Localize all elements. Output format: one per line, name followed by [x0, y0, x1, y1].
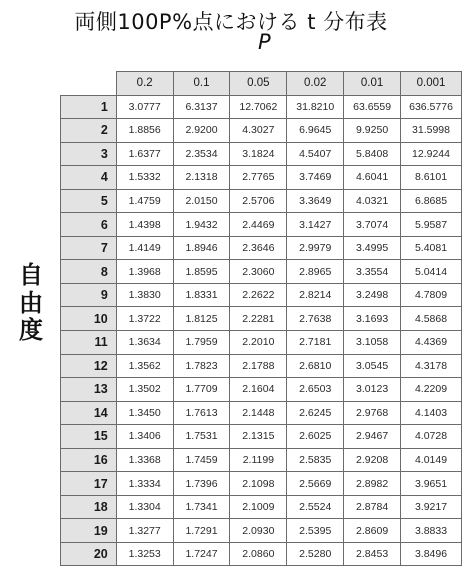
df-cell: 9 — [61, 283, 117, 307]
t-value-cell: 4.1403 — [401, 401, 462, 425]
t-value-cell: 2.4469 — [230, 213, 287, 237]
t-value-cell: 3.0545 — [344, 354, 401, 378]
t-value-cell: 1.3406 — [116, 425, 173, 449]
t-value-cell: 1.3450 — [116, 401, 173, 425]
t-value-cell: 1.7291 — [173, 519, 230, 543]
p-header-row — [61, 72, 462, 96]
t-value-cell: 1.6377 — [116, 142, 173, 166]
df-cell: 7 — [61, 236, 117, 260]
table-row — [61, 166, 462, 190]
t-value-cell: 2.6245 — [287, 401, 344, 425]
t-value-cell: 3.7074 — [344, 213, 401, 237]
df-cell: 14 — [61, 401, 117, 425]
t-value-cell: 1.4759 — [116, 189, 173, 213]
p-header-cell: 0.02 — [287, 72, 344, 96]
p-header-cell: 0.05 — [230, 72, 287, 96]
t-value-cell: 1.7247 — [173, 542, 230, 566]
t-value-cell: 9.9250 — [344, 119, 401, 143]
t-value-cell: 2.0150 — [173, 189, 230, 213]
table-body — [61, 95, 462, 566]
t-value-cell: 1.7959 — [173, 331, 230, 355]
t-value-cell: 2.7638 — [287, 307, 344, 331]
t-value-cell: 1.3334 — [116, 472, 173, 496]
t-value-cell: 1.7531 — [173, 425, 230, 449]
df-cell: 13 — [61, 378, 117, 402]
t-value-cell: 4.0728 — [401, 425, 462, 449]
table-row — [61, 260, 462, 284]
t-value-cell: 1.3253 — [116, 542, 173, 566]
t-value-cell: 1.7613 — [173, 401, 230, 425]
t-value-cell: 2.1788 — [230, 354, 287, 378]
t-value-cell: 12.9244 — [401, 142, 462, 166]
t-value-cell: 2.1098 — [230, 472, 287, 496]
t-value-cell: 2.8982 — [344, 472, 401, 496]
df-axis-label-char: 由 — [19, 288, 43, 317]
t-value-cell: 2.7181 — [287, 331, 344, 355]
t-value-cell: 3.1693 — [344, 307, 401, 331]
p-header-cell: 0.001 — [401, 72, 462, 96]
t-value-cell: 6.9645 — [287, 119, 344, 143]
t-value-cell: 1.5332 — [116, 166, 173, 190]
t-value-cell: 2.1315 — [230, 425, 287, 449]
t-value-cell: 31.5998 — [401, 119, 462, 143]
df-cell: 12 — [61, 354, 117, 378]
t-value-cell: 2.9467 — [344, 425, 401, 449]
table-row — [61, 119, 462, 143]
t-value-cell: 31.8210 — [287, 95, 344, 119]
t-value-cell: 3.4995 — [344, 236, 401, 260]
t-value-cell: 1.8946 — [173, 236, 230, 260]
table-row — [61, 495, 462, 519]
t-value-cell: 4.3178 — [401, 354, 462, 378]
table-row — [61, 236, 462, 260]
t-value-cell: 2.9208 — [344, 448, 401, 472]
table-row — [61, 142, 462, 166]
t-value-cell: 1.3562 — [116, 354, 173, 378]
t-value-cell: 3.0123 — [344, 378, 401, 402]
t-value-cell: 4.7809 — [401, 283, 462, 307]
df-cell: 3 — [61, 142, 117, 166]
t-value-cell: 2.8784 — [344, 495, 401, 519]
t-value-cell: 1.3634 — [116, 331, 173, 355]
table-row — [61, 283, 462, 307]
df-cell: 18 — [61, 495, 117, 519]
df-cell: 6 — [61, 213, 117, 237]
t-value-cell: 2.6810 — [287, 354, 344, 378]
table-row — [61, 448, 462, 472]
table-row — [61, 425, 462, 449]
df-cell: 4 — [61, 166, 117, 190]
table-row — [61, 189, 462, 213]
table-row — [61, 331, 462, 355]
t-value-cell: 1.8856 — [116, 119, 173, 143]
t-distribution-table — [60, 71, 462, 566]
t-value-cell: 2.3646 — [230, 236, 287, 260]
t-value-cell: 5.9587 — [401, 213, 462, 237]
t-value-cell: 2.1318 — [173, 166, 230, 190]
t-value-cell: 1.3502 — [116, 378, 173, 402]
df-cell: 5 — [61, 189, 117, 213]
t-value-cell: 3.3649 — [287, 189, 344, 213]
t-value-cell: 2.8214 — [287, 283, 344, 307]
df-cell: 1 — [61, 95, 117, 119]
t-value-cell: 2.2281 — [230, 307, 287, 331]
table-row — [61, 354, 462, 378]
df-axis-label-char: 自 — [19, 261, 43, 289]
t-value-cell: 2.5835 — [287, 448, 344, 472]
t-value-cell: 8.6101 — [401, 166, 462, 190]
t-value-cell: 2.1604 — [230, 378, 287, 402]
t-value-cell: 6.8685 — [401, 189, 462, 213]
t-value-cell: 4.0149 — [401, 448, 462, 472]
t-value-cell: 4.6041 — [344, 166, 401, 190]
table-row — [61, 95, 462, 119]
t-value-cell: 2.1199 — [230, 448, 287, 472]
t-value-cell: 5.4081 — [401, 236, 462, 260]
table-row — [61, 401, 462, 425]
df-cell: 19 — [61, 519, 117, 543]
t-value-cell: 1.7709 — [173, 378, 230, 402]
t-value-cell: 2.1009 — [230, 495, 287, 519]
df-cell: 20 — [61, 542, 117, 566]
t-value-cell: 5.0414 — [401, 260, 462, 284]
t-value-cell: 4.2209 — [401, 378, 462, 402]
t-value-cell: 2.2622 — [230, 283, 287, 307]
p-header-cell: 0.01 — [344, 72, 401, 96]
t-value-cell: 4.0321 — [344, 189, 401, 213]
table-row — [61, 472, 462, 496]
t-value-cell: 1.7823 — [173, 354, 230, 378]
t-value-cell: 3.9651 — [401, 472, 462, 496]
t-value-cell: 2.1448 — [230, 401, 287, 425]
t-value-cell: 2.3534 — [173, 142, 230, 166]
table-row — [61, 378, 462, 402]
table-row — [61, 213, 462, 237]
df-axis-label-char: 度 — [19, 316, 43, 345]
corner-cell — [61, 72, 117, 96]
p-axis-label: P — [258, 30, 271, 54]
t-value-cell: 2.6025 — [287, 425, 344, 449]
table-row — [61, 542, 462, 566]
t-value-cell: 1.4398 — [116, 213, 173, 237]
t-value-cell: 2.0930 — [230, 519, 287, 543]
t-value-cell: 2.8609 — [344, 519, 401, 543]
df-cell: 8 — [61, 260, 117, 284]
t-value-cell: 2.3060 — [230, 260, 287, 284]
df-cell: 2 — [61, 119, 117, 143]
table-title: 両側100P%点における t 分布表 — [74, 10, 388, 34]
t-value-cell: 2.5706 — [230, 189, 287, 213]
t-value-cell: 2.2010 — [230, 331, 287, 355]
t-value-cell: 3.1824 — [230, 142, 287, 166]
t-value-cell: 2.8965 — [287, 260, 344, 284]
t-value-cell: 3.0777 — [116, 95, 173, 119]
t-value-cell: 2.9768 — [344, 401, 401, 425]
t-value-cell: 3.9217 — [401, 495, 462, 519]
t-value-cell: 1.3722 — [116, 307, 173, 331]
p-header-cell: 0.2 — [116, 72, 173, 96]
t-value-cell: 1.3368 — [116, 448, 173, 472]
t-value-cell: 1.3830 — [116, 283, 173, 307]
df-cell: 15 — [61, 425, 117, 449]
t-value-cell: 4.5868 — [401, 307, 462, 331]
table-row — [61, 519, 462, 543]
t-value-cell: 2.5524 — [287, 495, 344, 519]
t-value-cell: 3.8833 — [401, 519, 462, 543]
t-value-cell: 1.3277 — [116, 519, 173, 543]
t-value-cell: 2.6503 — [287, 378, 344, 402]
df-cell: 16 — [61, 448, 117, 472]
t-value-cell: 1.4149 — [116, 236, 173, 260]
df-cell: 17 — [61, 472, 117, 496]
table-row — [61, 307, 462, 331]
t-value-cell: 2.5395 — [287, 519, 344, 543]
t-value-cell: 1.9432 — [173, 213, 230, 237]
t-value-cell: 1.7396 — [173, 472, 230, 496]
t-value-cell: 2.8453 — [344, 542, 401, 566]
t-value-cell: 2.9200 — [173, 119, 230, 143]
t-value-cell: 3.2498 — [344, 283, 401, 307]
p-header-cell: 0.1 — [173, 72, 230, 96]
t-value-cell: 1.8125 — [173, 307, 230, 331]
t-value-cell: 1.3968 — [116, 260, 173, 284]
t-value-cell: 3.1058 — [344, 331, 401, 355]
t-value-cell: 4.3027 — [230, 119, 287, 143]
t-value-cell: 3.1427 — [287, 213, 344, 237]
t-value-cell: 2.9979 — [287, 236, 344, 260]
t-value-cell: 2.7765 — [230, 166, 287, 190]
df-axis-label — [16, 262, 46, 345]
t-value-cell: 2.5669 — [287, 472, 344, 496]
t-value-cell: 3.3554 — [344, 260, 401, 284]
t-value-cell: 1.8331 — [173, 283, 230, 307]
t-value-cell: 1.3304 — [116, 495, 173, 519]
t-value-cell: 12.7062 — [230, 95, 287, 119]
t-value-cell: 5.8408 — [344, 142, 401, 166]
df-cell: 11 — [61, 331, 117, 355]
t-value-cell: 6.3137 — [173, 95, 230, 119]
t-value-cell: 1.7459 — [173, 448, 230, 472]
t-value-cell: 2.0860 — [230, 542, 287, 566]
t-value-cell: 1.8595 — [173, 260, 230, 284]
t-value-cell: 3.7469 — [287, 166, 344, 190]
t-value-cell: 2.5280 — [287, 542, 344, 566]
t-value-cell: 4.4369 — [401, 331, 462, 355]
df-cell: 10 — [61, 307, 117, 331]
t-value-cell: 636.5776 — [401, 95, 462, 119]
t-value-cell: 3.8496 — [401, 542, 462, 566]
t-value-cell: 4.5407 — [287, 142, 344, 166]
t-value-cell: 1.7341 — [173, 495, 230, 519]
t-value-cell: 63.6559 — [344, 95, 401, 119]
